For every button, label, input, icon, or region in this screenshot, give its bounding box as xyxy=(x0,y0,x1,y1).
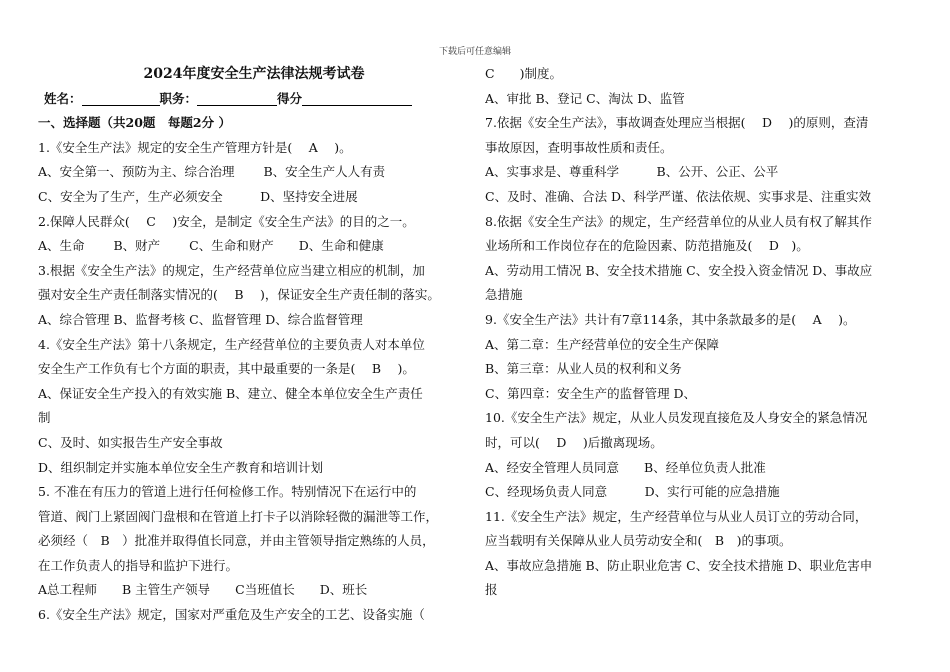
question-line: C )制度。 xyxy=(485,66,562,81)
question-line: 8.依据《安全生产法》的规定，生产经营单位的从业人员有权了解其作 xyxy=(485,213,872,229)
score-blank[interactable] xyxy=(302,91,412,106)
question-line: C、及时、准确、合法 D、科学严谨、依法依规、实事求是、注重实效 xyxy=(485,188,872,204)
question-line: 急措施 xyxy=(485,287,523,303)
question-line: A、综合管理 B、监督考核 C、监督管理 D、综合监督管理 xyxy=(38,311,363,327)
question-line: A、保证安全生产投入的有效实施 B、建立、健全本单位安全生产责任 xyxy=(38,385,423,401)
question-line: 业场所和工作岗位存在的危险因素、防范措施及( D )。 xyxy=(485,238,809,254)
question-line: B、第三章：从业人员的权利和义务 xyxy=(485,361,682,377)
question-line: D、组织制定并实施本单位安全生产教育和培训计划 xyxy=(38,459,324,475)
question-line: 报 xyxy=(485,582,498,598)
question-line: A总工程师 B 主管生产领导 C当班值长 D、班长 xyxy=(38,582,368,598)
question-line: C、安全为了生产，生产必须安全 D、坚持安全进展 xyxy=(38,188,358,204)
exam-title: 2024年度安全生产法律法规考试卷 xyxy=(143,66,365,82)
question-line: 10.《安全生产法》规定，从业人员发现直接危及人身安全的紧急情况 xyxy=(485,410,868,426)
question-line: 应当载明有关保障从业人员劳动安全和( B )的事项。 xyxy=(485,533,792,549)
question-line: 5. 不准在有压力的管道上进行任何检修工作。特别情况下在运行中的 xyxy=(38,484,417,500)
question-line: A、劳动用工情况 B、安全技术措施 C、安全投入资金情况 D、事故应 xyxy=(485,262,873,278)
name-blank[interactable] xyxy=(82,91,160,106)
watermark-text: 下载后可任意编辑 xyxy=(438,47,511,57)
question-line: 必须经（ B ）批准并取得值长同意，并由主管领导指定熟练的人员， xyxy=(38,533,435,549)
section-heading: 一、选择题（共20题 每题2分 ） xyxy=(38,115,231,131)
question-line: C、经现场负责人同意 D、实行可能的应急措施 xyxy=(485,484,780,500)
question-line: 9.《安全生产法》共计有7章114条，其中条款最多的是( A )。 xyxy=(485,311,856,327)
question-line: 1.《安全生产法》规定的安全生产管理方针是( A )。 xyxy=(38,139,352,155)
question-line: 强对安全生产责任制落实情况的( B )，保证安全生产责任制的落实。 xyxy=(38,287,440,303)
position-blank[interactable] xyxy=(197,91,277,106)
question-line: A、事故应急措施 B、防止职业危害 C、安全技术措施 D、职业危害申 xyxy=(485,557,873,573)
question-line: 3.根据《安全生产法》的规定，生产经营单位应当建立相应的机制，加 xyxy=(38,262,425,278)
question-line: 安全生产工作负有七个方面的职责，其中最重要的一条是( B )。 xyxy=(38,361,415,377)
question-line: C、及时、如实报告生产安全事故 xyxy=(38,434,223,450)
question-line: 制 xyxy=(38,410,51,426)
question-line: 管道、阀门上紧固阀门盘根和在管道上打卡子以消除轻微的漏泄等工作， xyxy=(38,508,439,524)
question-line: A、第二章：生产经营单位的安全生产保障 xyxy=(485,336,720,352)
score-label: 得分 xyxy=(277,90,303,106)
name-label: 姓名： xyxy=(44,90,82,106)
question-line: 在工作负责人的指导和监护下进行。 xyxy=(38,557,239,573)
question-line: 事故原因，查明事故性质和责任。 xyxy=(485,139,673,155)
position-label: 职务： xyxy=(159,90,198,106)
question-line: A、生命 B、财产 C、生命和财产 D、生命和健康 xyxy=(38,238,384,254)
exam-info-row xyxy=(38,87,470,112)
question-line: A、经安全管理人员同意 B、经单位负责人批准 xyxy=(485,459,766,475)
left-question-list xyxy=(38,136,470,628)
question-line: C、第四章：安全生产的监督管理 D、 xyxy=(485,385,697,401)
question-line: A、安全第一、预防为主、综合治理 B、安全生产人人有责 xyxy=(38,164,386,180)
left-column xyxy=(38,62,470,628)
question-line: 7.依据《安全生产法》，事故调查处理应当根据( D )的原则，查清 xyxy=(485,115,869,131)
question-line: 6.《安全生产法》规定，国家对严重危及生产安全的工艺、设备实施（ xyxy=(38,607,425,623)
question-line: 4.《安全生产法》第十八条规定，生产经营单位的主要负责人对本单位 xyxy=(38,336,425,352)
right-question-list xyxy=(485,62,915,603)
question-line: 11.《安全生产法》规定，生产经营单位与从业人员订立的劳动合同， xyxy=(485,508,868,524)
question-line: A、实事求是、尊重科学 B、公开、公正、公平 xyxy=(485,164,779,180)
question-line: A、审批 B、登记 C、淘汰 D、监管 xyxy=(485,90,685,106)
question-line: 时，可以( D )后撤离现场。 xyxy=(485,434,663,450)
right-column xyxy=(485,62,915,603)
question-line: 2.保障人民群众( C )安全，是制定《安全生产法》的目的之一。 xyxy=(38,213,415,229)
